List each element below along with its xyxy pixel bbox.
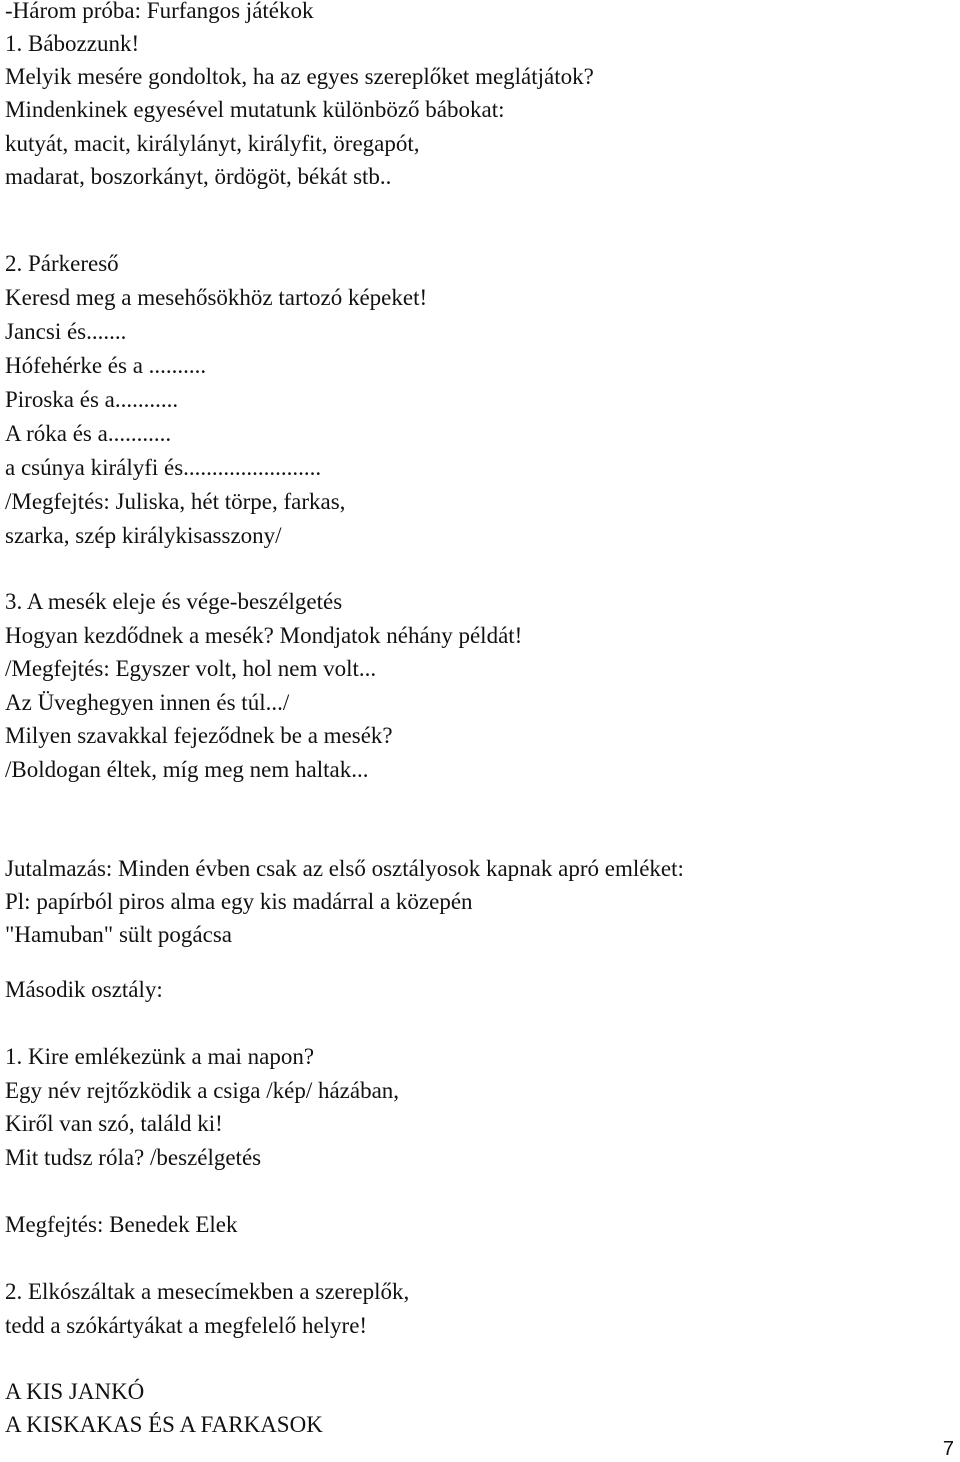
solution-line: szarka, szép királykisasszony/ <box>5 523 282 548</box>
solution-line: Az Üveghegyen innen és túl.../ <box>5 690 290 715</box>
solution-line: /Megfejtés: Juliska, hét törpe, farkas, <box>5 489 346 514</box>
pair-item: Piroska és a........... <box>5 387 179 412</box>
text-line: kutyát, macit, királylányt, királyfit, öregapót, <box>5 131 420 156</box>
text-line: madarat, boszorkányt, ördögöt, békát stb.. <box>5 164 392 189</box>
text-line: Hogyan kezdődnek a mesék? Mondjatok néhány példát! <box>5 623 523 648</box>
pair-item: A róka és a........... <box>5 421 172 446</box>
text-line: Mit tudsz róla? /beszélgetés <box>5 1145 262 1170</box>
tale-title: A KISKAKAS ÉS A FARKASOK <box>5 1412 323 1437</box>
solution-line: Megfejtés: Benedek Elek <box>5 1212 238 1237</box>
task-heading-elkoszaltak: 2. Elkószáltak a mesecímekben a szereplők, <box>5 1279 410 1304</box>
section-heading-masodik-osztaly: Második osztály: <box>5 977 163 1002</box>
text-line: Mindenkinek egyesével mutatunk különböző bábokat: <box>5 97 505 122</box>
task-heading-kire-emlekezunk: 1. Kire emlékezünk a mai napon? <box>5 1044 315 1069</box>
task-heading-parkereso: 2. Párkereső <box>5 251 119 276</box>
solution-line: /Megfejtés: Egyszer volt, hol nem volt... <box>5 656 377 681</box>
text-line: Egy név rejtőzködik a csiga /kép/ házában, <box>5 1078 400 1103</box>
text-line: Keresd meg a mesehősökhöz tartozó képeket! <box>5 285 428 310</box>
text-line: Milyen szavakkal fejeződnek be a mesék? <box>5 723 393 748</box>
pair-item: Hófehérke és a .......... <box>5 353 207 378</box>
solution-line: /Boldogan éltek, míg meg nem haltak... <box>5 757 369 782</box>
section-title-harom-proba: -Három próba: Furfangos játékok <box>5 0 314 23</box>
pair-item: Jancsi és....... <box>5 319 127 344</box>
text-line: Pl: papírból piros alma egy kis madárral a közepén <box>5 889 473 914</box>
text-line: tedd a szókártyákat a megfelelő helyre! <box>5 1313 368 1338</box>
task-heading-babozzunk: 1. Bábozzunk! <box>5 31 140 56</box>
tale-title: A KIS JANKÓ <box>5 1379 145 1404</box>
task-heading-mesek-eleje: 3. A mesék eleje és vége-beszélgetés <box>5 589 343 614</box>
text-line: Melyik mesére gondoltok, ha az egyes szereplőket meglátjátok? <box>5 64 594 89</box>
text-line: Kiről van szó, találd ki! <box>5 1111 223 1136</box>
reward-line: Jutalmazás: Minden évben csak az első osztályosok kapnak apró emléket: <box>5 856 684 881</box>
pair-item: a csúnya királyfi és........................ <box>5 455 322 480</box>
text-line: "Hamuban" sült pogácsa <box>5 922 233 947</box>
page-number: 7 <box>942 1438 954 1460</box>
